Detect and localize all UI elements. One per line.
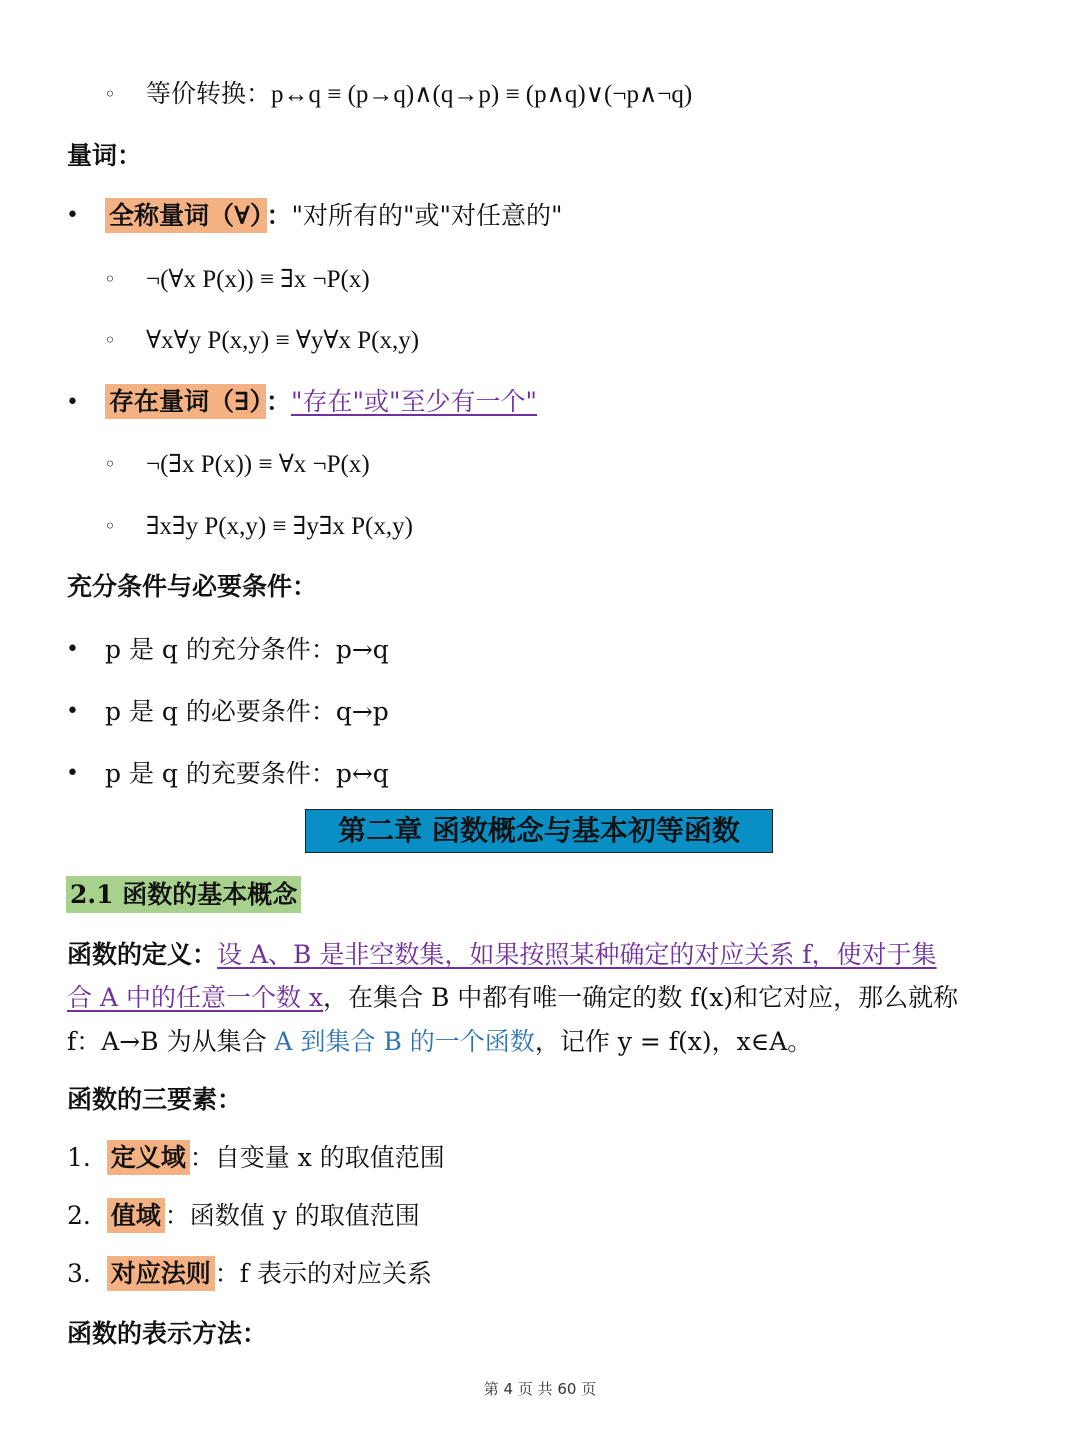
quantifier-heading: 量词： <box>67 141 143 170</box>
element-item-1 <box>67 1140 445 1176</box>
existential-formula-1: ¬(∃x P(x)) ≡ ∀x ¬P(x) <box>146 451 370 478</box>
bullet: • <box>66 699 79 724</box>
sub-bullet: ◦ <box>104 82 116 106</box>
existential-quantifier-term: 存在量词（∃） <box>105 384 266 419</box>
separator: ： <box>266 387 292 416</box>
sub-bullet: ◦ <box>104 452 116 476</box>
definition-text-4: ，记作 y = f(x)，x∈A。 <box>534 1027 813 1056</box>
existential-quantifier-desc[interactable]: "存在"或"至少有一个" <box>291 387 538 416</box>
definition-blue-text: A 到集合 B 的一个函数 <box>274 1027 535 1056</box>
item-number: 1. <box>67 1143 91 1172</box>
necessary-condition: p 是 q 的必要条件：q→p <box>105 697 389 726</box>
universal-quantifier-desc: "对所有的"或"对任意的" <box>291 201 563 230</box>
definition-link-2[interactable]: 合 A 中的任意一个数 x <box>67 983 323 1012</box>
element-term: 定义域 <box>107 1140 190 1175</box>
universal-quantifier-term: 全称量词（∀） <box>105 198 267 233</box>
section-title-line <box>66 877 301 913</box>
element-desc: ：函数值 y 的取值范围 <box>164 1201 420 1230</box>
sub-bullet: ◦ <box>104 267 116 291</box>
bullet: • <box>66 203 79 228</box>
definition-link-1[interactable]: 设 A、B 是非空数集，如果按照某种确定的对应关系 f，使对于集 <box>217 940 937 969</box>
universal-formula-1: ¬(∀x P(x)) ≡ ∃x ¬P(x) <box>146 266 370 293</box>
item-number: 3. <box>67 1259 91 1288</box>
element-desc: ：f 表示的对应关系 <box>214 1259 432 1288</box>
element-term: 值域 <box>107 1198 165 1233</box>
sub-bullet: ◦ <box>104 328 116 352</box>
chapter-title: 第二章 函数概念与基本初等函数 <box>305 809 773 853</box>
page-footer: 第 4 页 共 60 页 <box>483 1380 597 1398</box>
definition-text-3: f：A→B 为从集合 <box>67 1027 267 1056</box>
sub-bullet: ◦ <box>104 514 116 538</box>
item-number: 2. <box>67 1201 91 1230</box>
equivalence-formula: 等价转换：p↔q ≡ (p→q)∧(q→p) ≡ (p∧q)∨(¬p∧¬q) <box>146 81 693 108</box>
representation-heading: 函数的表示方法： <box>67 1319 268 1348</box>
definition-line-1 <box>67 937 937 973</box>
sufficient-condition: p 是 q 的充分条件：p→q <box>105 635 389 664</box>
element-term: 对应法则 <box>107 1256 215 1291</box>
bullet: • <box>66 390 79 415</box>
definition-line-3 <box>67 1024 812 1060</box>
sufficient-necessary-condition: p 是 q 的充要条件：p↔q <box>105 759 389 788</box>
bullet: • <box>66 761 79 786</box>
universal-quantifier-line <box>105 198 563 234</box>
condition-heading: 充分条件与必要条件： <box>67 572 318 601</box>
existential-quantifier-line <box>105 384 537 420</box>
definition-line-2 <box>67 980 958 1016</box>
element-desc: ：自变量 x 的取值范围 <box>189 1143 445 1172</box>
section-title: 2.1 函数的基本概念 <box>66 876 301 913</box>
existential-formula-2: ∃x∃y P(x,y) ≡ ∃y∃x P(x,y) <box>146 513 413 540</box>
universal-formula-2: ∀x∀y P(x,y) ≡ ∀y∀x P(x,y) <box>146 327 420 354</box>
element-item-2 <box>67 1198 420 1234</box>
three-elements-heading: 函数的三要素： <box>67 1085 243 1114</box>
bullet: • <box>66 637 79 662</box>
definition-label: 函数的定义： <box>67 940 218 969</box>
element-item-3 <box>67 1256 432 1292</box>
separator: ： <box>266 201 292 230</box>
definition-text-2: ，在集合 B 中都有唯一确定的数 f(x)和它对应，那么就称 <box>323 983 959 1012</box>
